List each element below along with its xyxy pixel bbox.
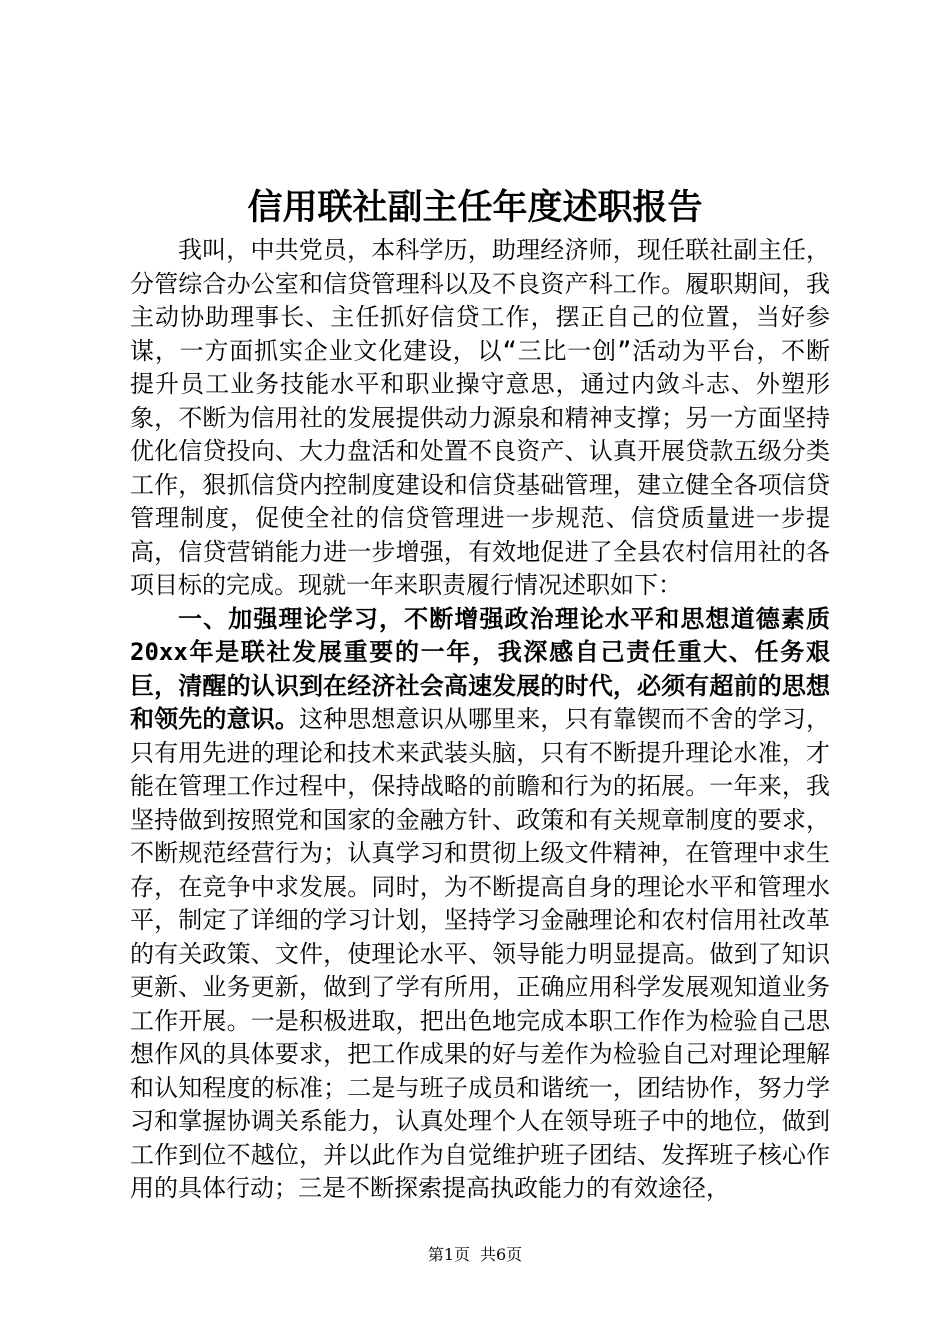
intro-paragraph: 我叫，中共党员，本科学历，助理经济师，现任联社副主任，分管综合办公室和信贷管理科以及不良资产科工作。履职期间，我主动协助理事长、主任抓好信贷工作，摆正自己的位置，当好参谋，一方面抓实企业文化建设，以“三比一创”活动为平台，不断提升员工业务技能水平和职业操守意思，通过内敛斗志、外塑形象，不断为信用社的发展提供动力源泉和精神支撑；另一方面坚持优化信贷投向、大力盘活和处置不良资产、认真开展贷款五级分类工作，狠抓信贷内控制度建设和信贷基础管理，建立健全各项信贷管理制度，促使全社的信贷管理进一步规范、信贷质量进一步提高，信贷营销能力进一步增强，有效地促进了全县农村信用社的各项目标的完成。现就一年来职责履行情况述职如下： <box>130 236 830 599</box>
section-one-text: 这种思想意识从哪里来，只有靠锲而不舍的学习，只有用先进的理论和技术来武装头脑，只有不断提升理论水准，才能在管理工作过程中，保持战略的前瞻和行为的拓展。一年来，我坚持做到按照党和国家的金融方针、政策和有关规章制度的要求，不断规范经营行为；认真学习和贯彻上级文件精神，在管理中求生存，在竞争中求发展。同时，为不断提高自身的理论水平和管理水平，制定了详细的学习计划，坚持学习金融理论和农村信用社改革的有关政策、文件，使理论水平、领导能力明显提高。做到了知识更新、业务更新，做到了学有所用，正确应用科学发展观知道业务工作开展。一是积极进取，把出色地完成本职工作作为检验自己思想作风的具体要求，把工作成果的好与差作为检验自己对理论理解和认知程度的标准；二是与班子成员和谐统一，团结协作，努力学习和掌握协调关系能力，认真处理个人在领导班子中的地位，做到工作到位不越位，并以此作为自觉维护班子团结、发挥班子核心作用的具体行动；三是不断探索提高执政能力的有效途径， <box>130 705 830 1202</box>
section-one-heading: 一、加强理论学习，不断增强政治理论水平和思想道德素质20xx年是联社发展重要的一年，我深感自己责任重大、任务艰巨，清醒的认识到在经济社会高速发展的时代，必须有超前的思想和领先的意识。 <box>130 604 830 733</box>
section-one-paragraph <box>130 603 830 1206</box>
document-body <box>130 234 830 1206</box>
page-total: 共6页 <box>480 1245 523 1264</box>
document-title: 信用联社副主任年度述职报告 <box>247 187 703 228</box>
page-number: 第1页 <box>427 1245 470 1264</box>
page-footer <box>0 1242 950 1265</box>
